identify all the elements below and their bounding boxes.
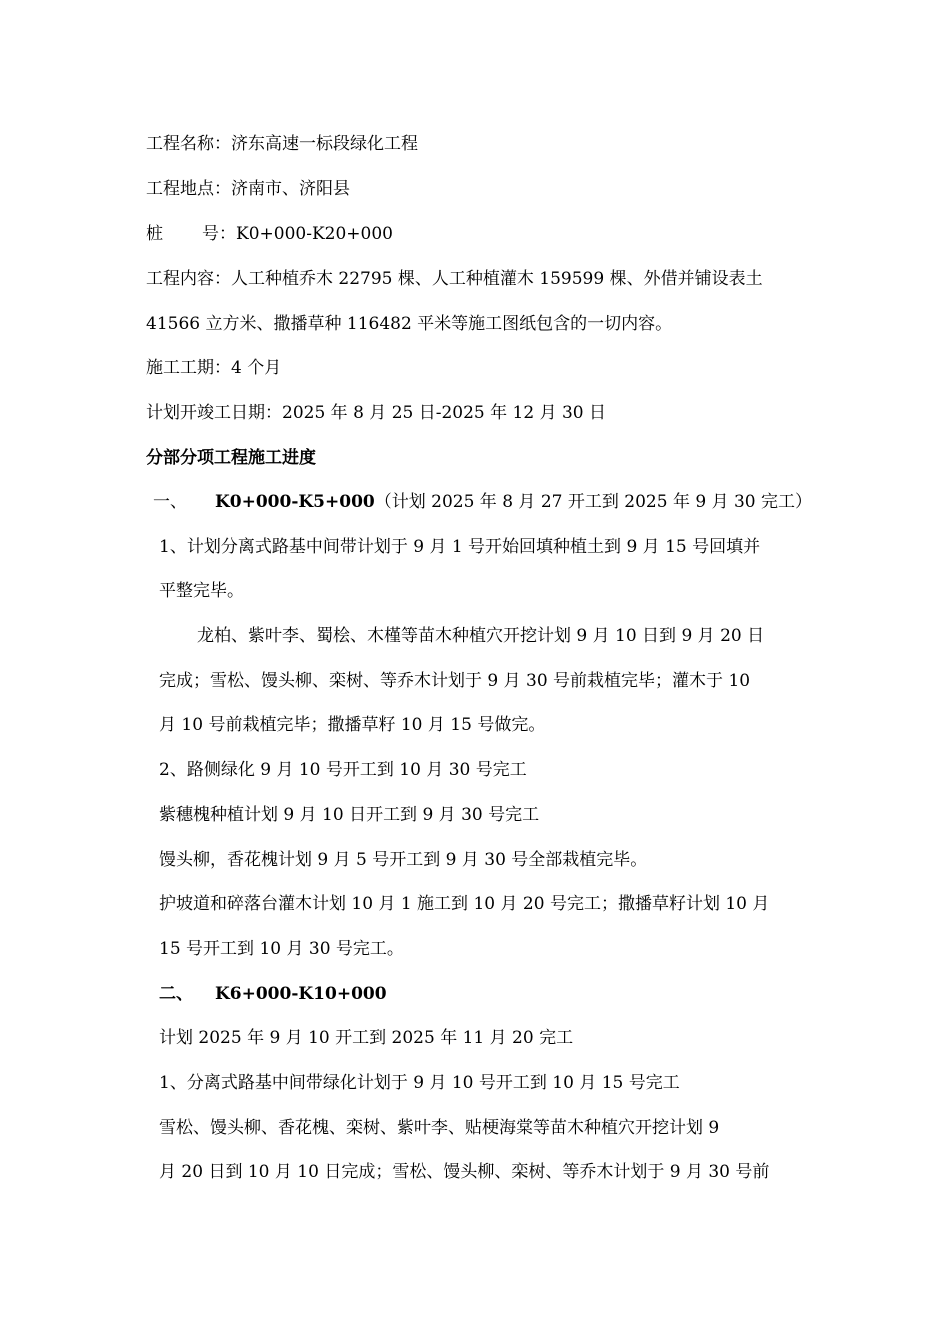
section-heading: 分部分项工程施工进度 [146, 448, 316, 468]
part2-number: 二、 [159, 984, 193, 1004]
part1-number: 一、 [153, 492, 187, 512]
stake-label-char1: 桩 [146, 224, 163, 244]
stake-value: K0+000-K20+000 [236, 224, 393, 244]
part2-para-line1: 雪松、馒头柳、香花槐、栾树、紫叶李、贴梗海棠等苗木种植穴开挖计划 9 [159, 1118, 720, 1138]
part1-code: K0+000-K5+000 [215, 492, 375, 512]
part1-item2-b: 馒头柳，香花槐计划 9 月 5 号开工到 9 月 30 号全部栽植完毕。 [159, 850, 648, 870]
part1-para-line1: 龙柏、紫叶李、蜀桧、木槿等苗木种植穴开挖计划 9 月 10 日到 9 月 20 日 [197, 626, 765, 646]
construction-duration: 施工工期：4 个月 [146, 358, 282, 378]
part1-heading [153, 491, 812, 513]
part1-item2-c-line1: 护坡道和碎落台灌木计划 10 月 1 施工到 10 月 20 号完工；撒播草籽计划 10 月 [159, 894, 770, 914]
part1-item2-c-line2: 15 号开工到 10 月 30 号完工。 [159, 939, 404, 959]
part2-item1: 1、分离式路基中间带绿化计划于 9 月 10 号开工到 10 月 15 号完工 [159, 1073, 680, 1093]
part1-para-line2: 完成；雪松、馒头柳、栾树、等乔木计划于 9 月 30 号前栽植完毕；灌木于 10 [159, 671, 751, 691]
project-name: 工程名称：济东高速一标段绿化工程 [146, 134, 418, 154]
stake-label-char2: 号： [202, 224, 236, 244]
project-location: 工程地点：济南市、济阳县 [146, 179, 350, 199]
part2-para-line2: 月 20 日到 10 月 10 日完成；雪松、馒头柳、栾树、等乔木计划于 9 月 30 号前 [159, 1162, 770, 1182]
part1-item2-a: 紫穗槐种植计划 9 月 10 日开工到 9 月 30 号完工 [159, 805, 540, 825]
part1-item2: 2、路侧绿化 9 月 10 号开工到 10 月 30 号完工 [159, 760, 527, 780]
part1-plan: （计划 2025 年 8 月 27 开工到 2025 年 9 月 30 完工） [374, 492, 813, 512]
part2-code: K6+000-K10+000 [215, 984, 387, 1004]
part1-item1-line2: 平整完毕。 [159, 581, 244, 601]
stake-number [146, 223, 393, 245]
part2-plan: 计划 2025 年 9 月 10 开工到 2025 年 11 月 20 完工 [159, 1028, 574, 1048]
part1-item1-line1: 1、计划分离式路基中间带计划于 9 月 1 号开始回填种植土到 9 月 15 号回填并 [159, 537, 761, 557]
part1-para-line3: 月 10 号前栽植完毕；撒播草籽 10 月 15 号做完。 [159, 715, 546, 735]
project-content-line2: 41566 立方米、撒播草种 116482 平米等施工图纸包含的一切内容。 [146, 314, 673, 334]
project-content-line1: 工程内容：人工种植乔木 22795 棵、人工种植灌木 159599 棵、外借并铺设表土 [146, 269, 763, 289]
part2-heading [159, 983, 387, 1005]
schedule-dates: 计划开竣工日期：2025 年 8 月 25 日-2025 年 12 月 30 日 [146, 403, 607, 423]
